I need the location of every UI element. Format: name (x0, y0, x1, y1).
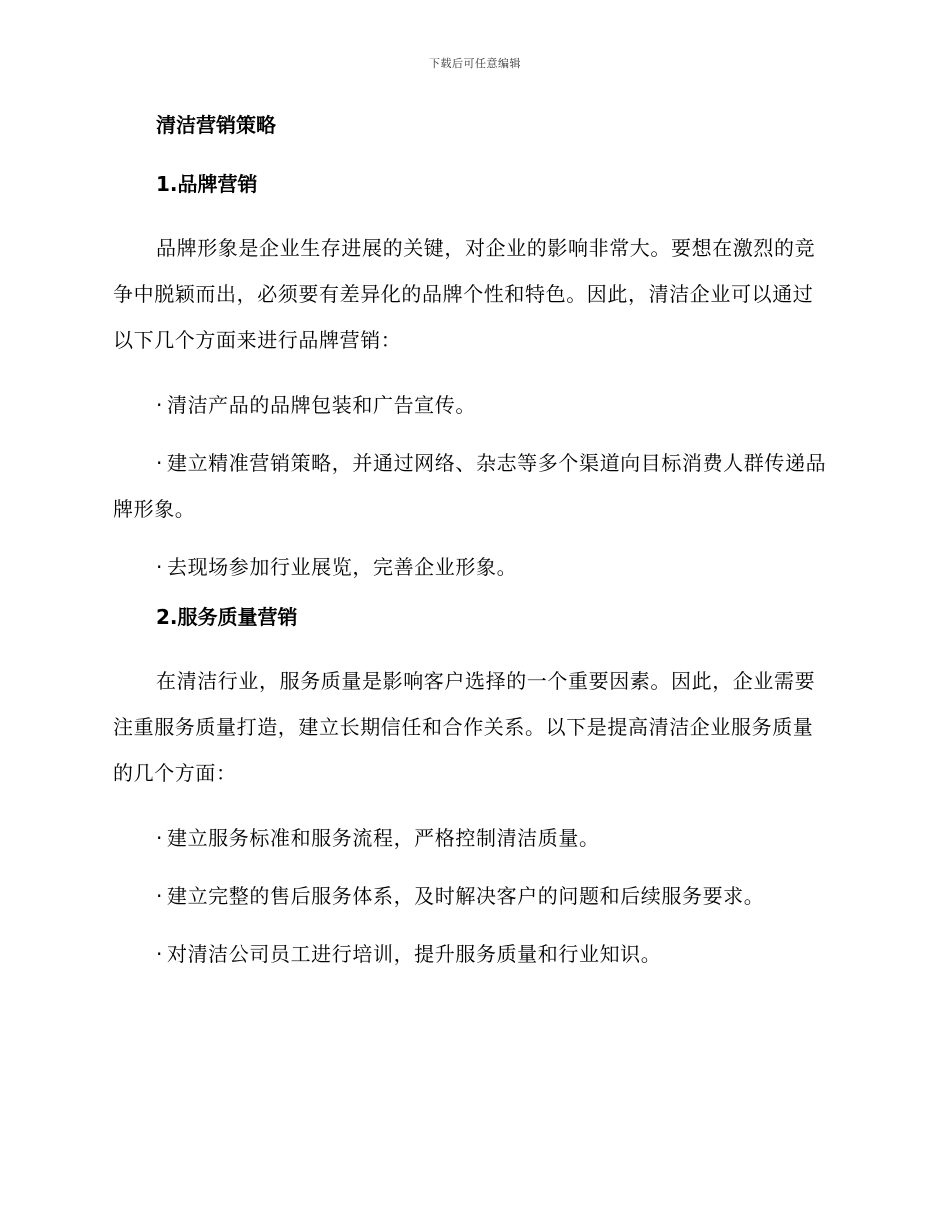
list-item-text: 清洁产品的品牌包装和广告宣传。 (166, 393, 476, 417)
list-item (113, 873, 831, 919)
list-item (113, 815, 831, 861)
list-item-text: 去现场参加行业展览，完善企业形象。 (166, 555, 518, 579)
page-header: 下载后可任意编辑 (429, 57, 521, 70)
bullet-icon: · (156, 884, 163, 908)
bullet-icon: · (156, 826, 163, 850)
document-body (113, 110, 831, 989)
document-title: 清洁营销策略 (156, 113, 276, 137)
bullet-icon: · (156, 451, 163, 475)
list-item (113, 440, 831, 532)
list-item (113, 931, 831, 977)
list-item-text: 对清洁公司员工进行培训，提升服务质量和行业知识。 (166, 942, 662, 966)
list-item-text: 建立精准营销策略，并通过网络、杂志等多个渠道向目标消费人群传递品牌形象。 (113, 451, 827, 521)
list-item (113, 382, 831, 428)
list-item-text: 建立完整的售后服务体系，及时解决客户的问题和后续服务要求。 (166, 884, 765, 908)
bullet-icon: · (156, 555, 163, 579)
bullet-icon: · (156, 393, 163, 417)
section-intro-brand: 品牌形象是企业生存进展的关键，对企业的影响非常大。要想在激烈的竞争中脱颖而出，必须要有差异化的品牌个性和特色。因此，清洁企业可以通过以下几个方面来进行品牌营销： (113, 236, 816, 352)
section-intro-service: 在清洁行业，服务质量是影响客户选择的一个重要因素。因此，企业需要注重服务质量打造，建立长期信任和合作关系。以下是提高清洁企业服务质量的几个方面： (113, 669, 816, 785)
section-heading-brand: 1.品牌营销 (156, 172, 258, 196)
bullet-icon: · (156, 942, 163, 966)
section-heading-service: 2.服务质量营销 (156, 605, 298, 629)
list-item (113, 544, 831, 590)
list-item-text: 建立服务标准和服务流程，严格控制清洁质量。 (166, 826, 600, 850)
